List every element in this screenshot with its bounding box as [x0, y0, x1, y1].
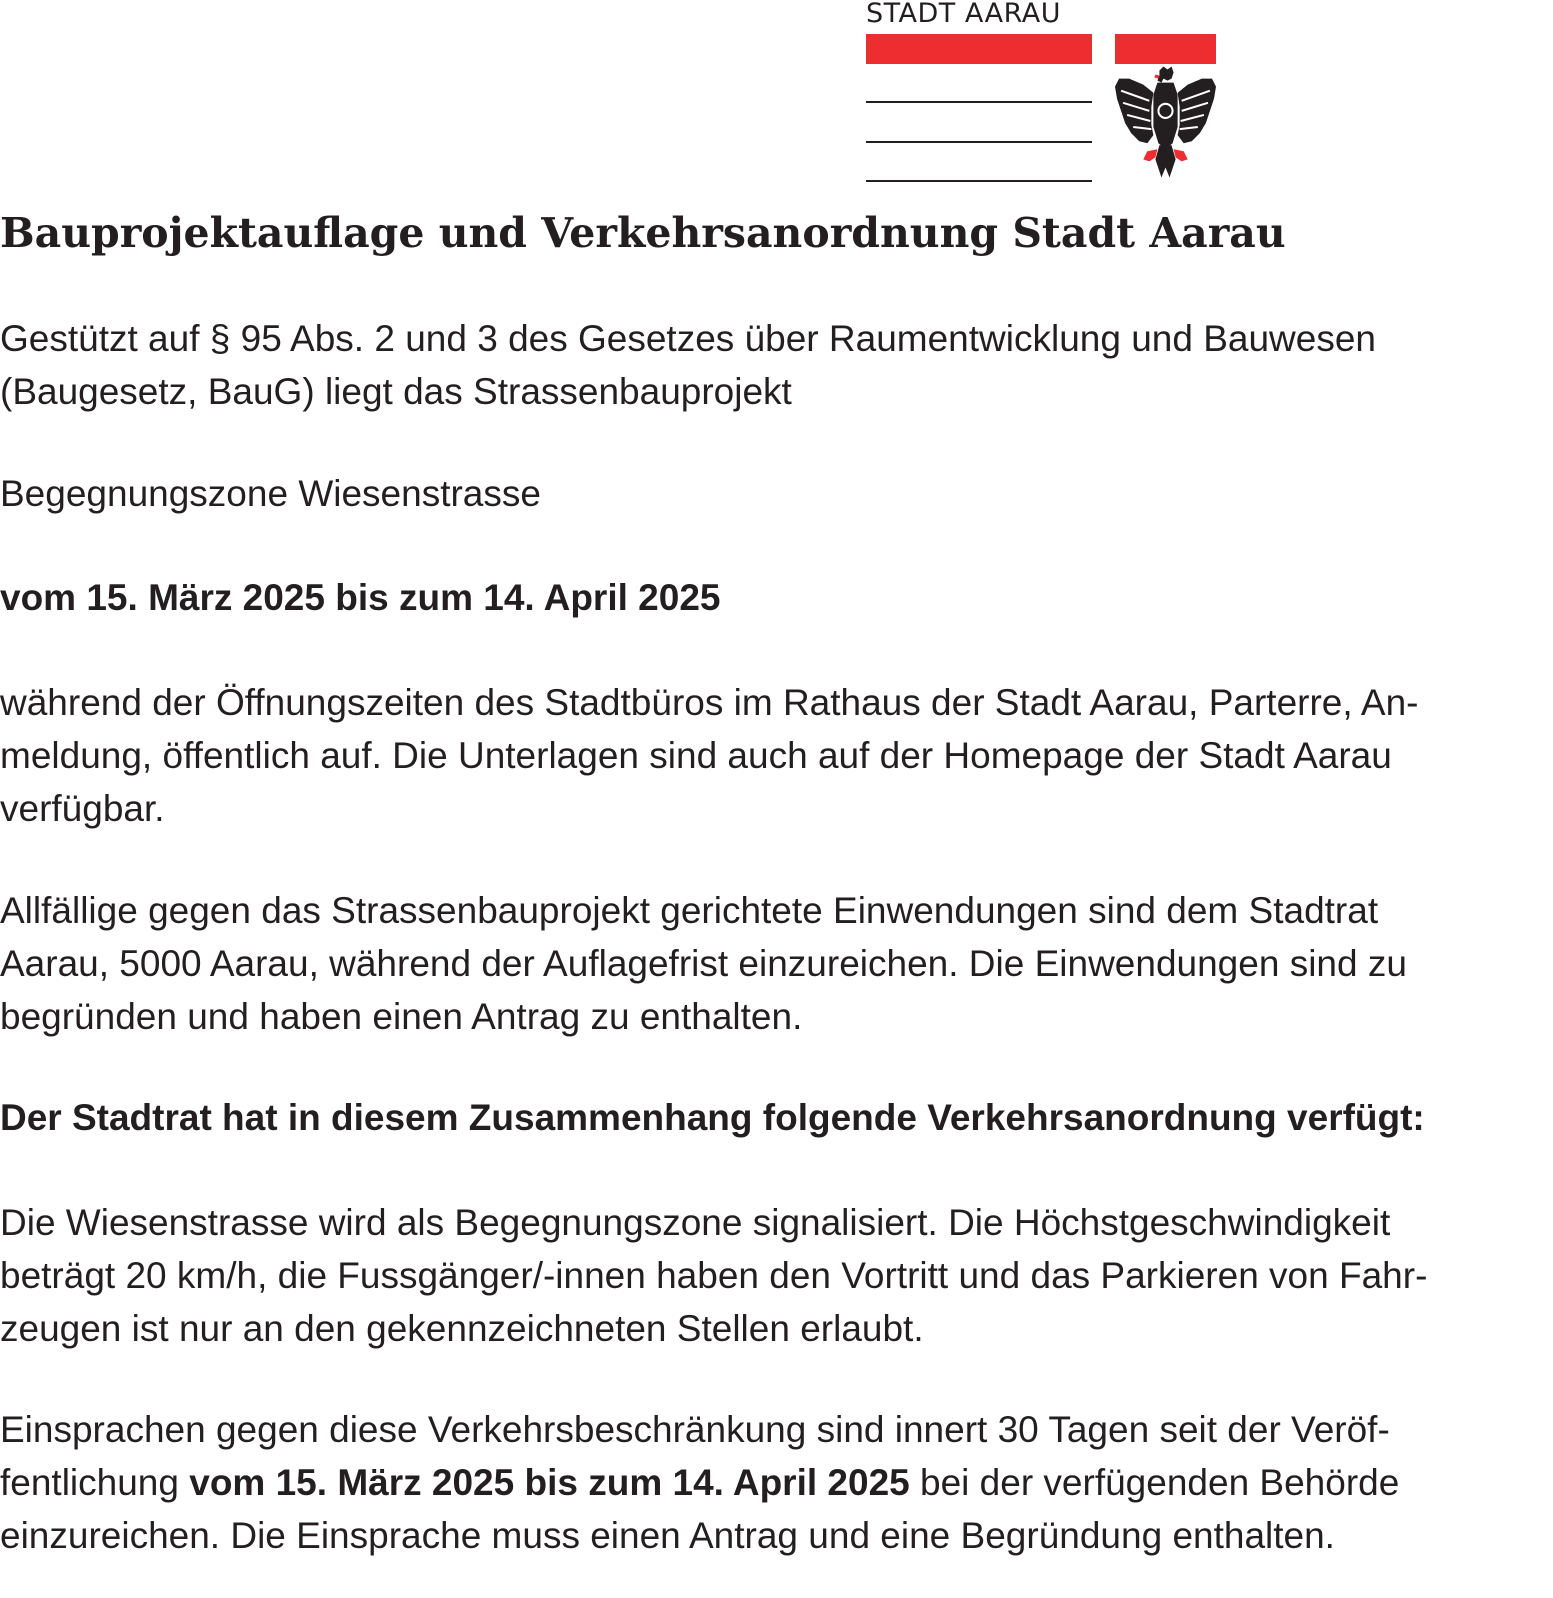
text-line: Begegnungszone Wiesenstrasse: [0, 473, 541, 514]
logo-rule: [866, 180, 1092, 182]
text-line: Einsprachen gegen diese Verkehrsbeschränkung sind innert 30 Tagen seit der Veröf-: [0, 1409, 1390, 1450]
objection-paragraph: [0, 884, 1553, 1043]
city-logo: [866, 0, 1218, 190]
appeal-paragraph: [0, 1403, 1553, 1562]
display-period: [0, 571, 1553, 624]
order-heading: [0, 1091, 1553, 1144]
appeal-period: vom 15. März 2025 bis zum 14. April 2025: [189, 1462, 910, 1503]
text-line: während der Öffnungszeiten des Stadtbüros im Rathaus der Stadt Aarau, Parterre, An-: [0, 682, 1419, 723]
project-name: [0, 467, 1553, 520]
display-paragraph: [0, 676, 1553, 835]
text-line: verfügbar.: [0, 788, 165, 829]
text-line: Gestützt auf § 95 Abs. 2 und 3 des Gesetzes über Raumentwicklung und Bauwesen: [0, 318, 1377, 359]
appeal-text: bei der verfügenden Behörde: [909, 1462, 1400, 1503]
text-line: vom 15. März 2025 bis zum 14. April 2025: [0, 577, 721, 618]
logo-wordmark: STADT AARAU: [866, 0, 1061, 29]
logo-rule: [866, 101, 1092, 103]
text-line: zeugen ist nur an den gekennzeichneten Stellen erlaubt.: [0, 1308, 924, 1349]
logo-red-bar-small: [1115, 34, 1216, 64]
text-line: begründen und haben einen Antrag zu enthalten.: [0, 996, 803, 1037]
logo-red-bar: [866, 34, 1092, 64]
order-paragraph: [0, 1196, 1553, 1355]
text-line: (Baugesetz, BauG) liegt das Strassenbauprojekt: [0, 371, 792, 412]
text-line: [0, 1456, 1553, 1509]
text-line: Die Wiesenstrasse wird als Begegnungszone signalisiert. Die Höchstgeschwindigkeit: [0, 1202, 1391, 1243]
document-title: Bauprojektauflage und Verkehrsanordnung Stadt Aarau: [0, 209, 1286, 257]
text-line: Allfällige gegen das Strassenbauprojekt gerichtete Einwendungen sind dem Stadtrat: [0, 890, 1379, 931]
text-line: beträgt 20 km/h, die Fussgänger/-innen haben den Vortritt und das Parkieren von Fahr-: [0, 1255, 1428, 1296]
text-line: Aarau, 5000 Aarau, während der Auflagefrist einzureichen. Die Einwendungen sind zu: [0, 943, 1407, 984]
eagle-coat-of-arms-icon: [1115, 66, 1216, 178]
text-line: Der Stadtrat hat in diesem Zusammenhang folgende Verkehrsanordnung verfügt:: [0, 1097, 1425, 1138]
appeal-text: fentlichung: [0, 1462, 190, 1503]
intro-paragraph: [0, 312, 1553, 418]
logo-rule: [866, 141, 1092, 143]
text-line: meldung, öffentlich auf. Die Unterlagen sind auch auf der Homepage der Stadt Aarau: [0, 735, 1392, 776]
text-line: einzureichen. Die Einsprache muss einen Antrag und eine Begründung enthalten.: [0, 1515, 1335, 1556]
